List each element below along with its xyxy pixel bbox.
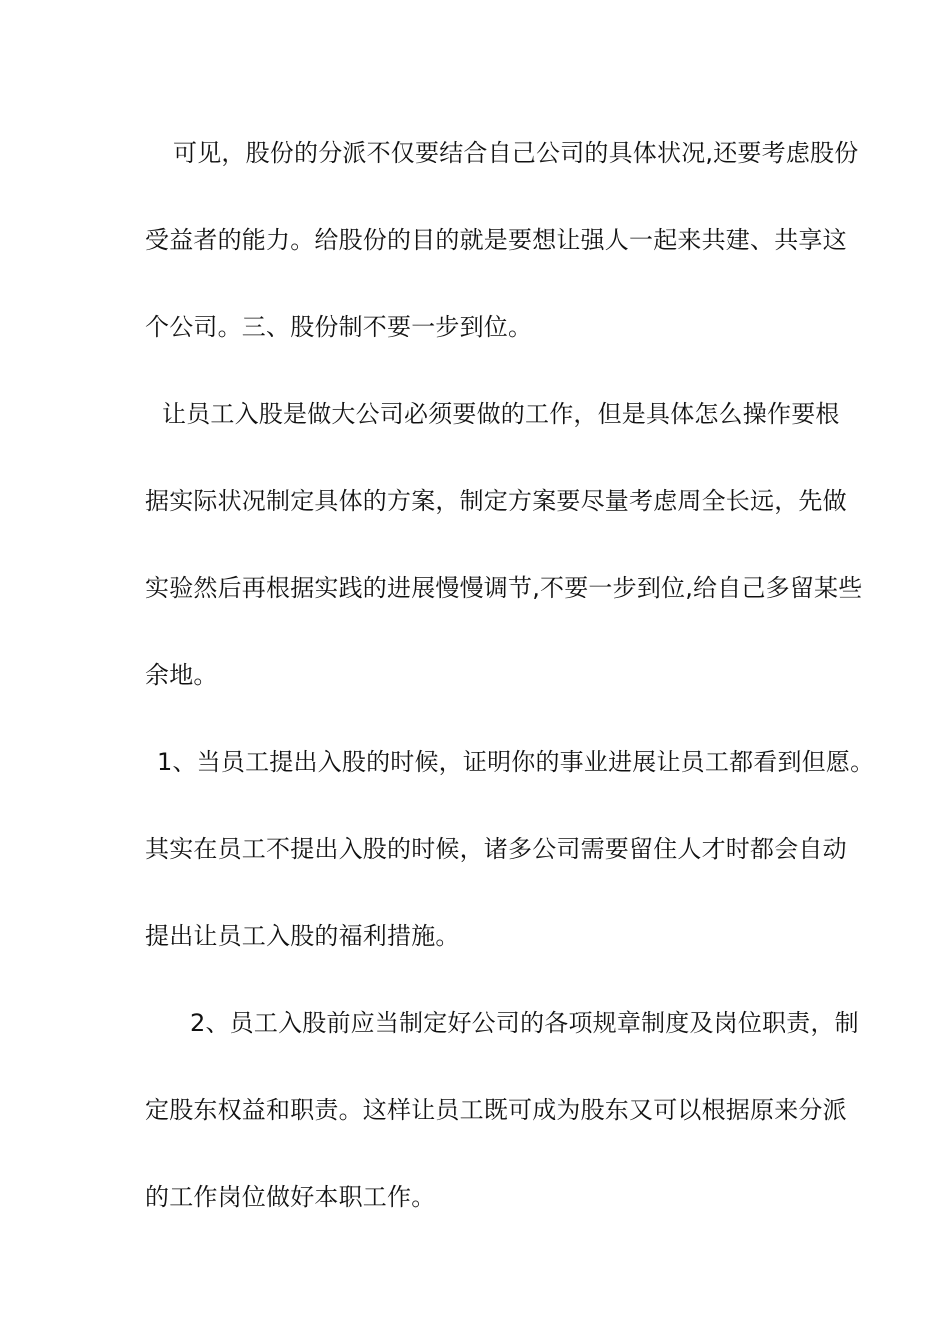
text-line-2: 受益者的能力。给股份的目的就是要想让强人一起来共建、共享这 <box>145 226 847 254</box>
text-line-1: 可见，股份的分派不仅要结合自己公司的具体状况,还要考虑股份 <box>173 139 859 167</box>
text-line-11: 2、员工入股前应当制定好公司的各项规章制度及岗位职责，制 <box>190 1009 859 1037</box>
text-line-12: 定股东权益和职责。这样让员工既可成为股东又可以根据原来分派 <box>145 1096 847 1124</box>
text-line-5: 据实际状况制定具体的方案，制定方案要尽量考虑周全长远，先做 <box>145 487 847 515</box>
text-line-6: 实验然后再根据实践的进展慢慢调节,不要一步到位,给自己多留某些 <box>145 574 863 602</box>
text-line-13: 的工作岗位做好本职工作。 <box>145 1183 436 1211</box>
text-line-8: 1、当员工提出入股的时候，证明你的事业进展让员工都看到但愿。 <box>157 748 875 776</box>
text-line-10: 提出让员工入股的福利措施。 <box>145 922 460 950</box>
text-line-4: 让员工入股是做大公司必须要做的工作，但是具体怎么操作要根 <box>162 400 840 428</box>
text-line-7: 余地。 <box>145 661 218 689</box>
text-line-9: 其实在员工不提出入股的时候，诸多公司需要留住人才时都会自动 <box>145 835 847 863</box>
text-line-3: 个公司。三、股份制不要一步到位。 <box>145 313 533 341</box>
